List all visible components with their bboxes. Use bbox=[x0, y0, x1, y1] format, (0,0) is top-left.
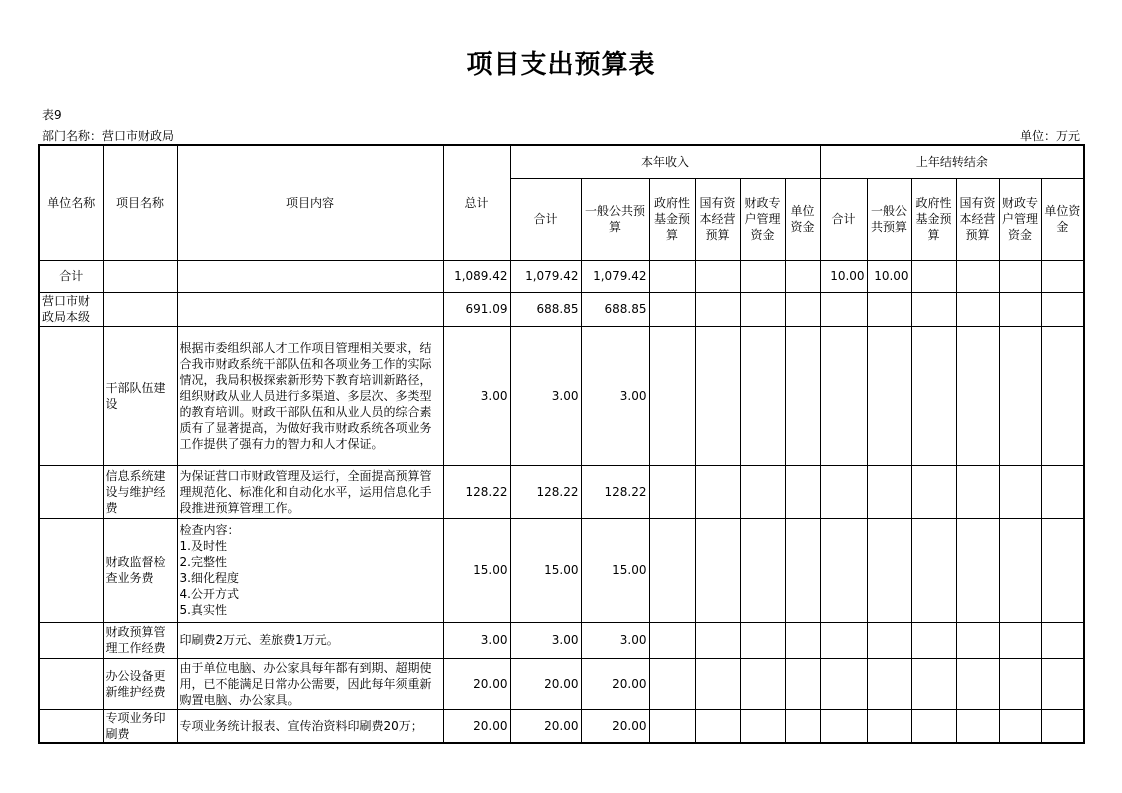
cell-project: 办公设备更新维护经费 bbox=[103, 658, 177, 709]
cell-pri-general bbox=[867, 658, 911, 709]
cell-cur-general: 15.00 bbox=[581, 518, 649, 622]
cell-cur-subtotal: 128.22 bbox=[510, 465, 581, 518]
cell-cur-subtotal: 3.00 bbox=[510, 622, 581, 658]
cell-pri-subtotal bbox=[820, 622, 867, 658]
cell-content: 印刷费2万元、差旅费1万元。 bbox=[177, 622, 443, 658]
cell-cur-general: 3.00 bbox=[581, 622, 649, 658]
cell-cur-subtotal: 20.00 bbox=[510, 658, 581, 709]
cell-total: 3.00 bbox=[443, 622, 510, 658]
header-pri-govfund: 政府性基金预算 bbox=[911, 178, 956, 260]
header-pri-stateop: 国有资本经营预算 bbox=[956, 178, 999, 260]
cell-project bbox=[103, 292, 177, 326]
cell-project: 专项业务印刷费 bbox=[103, 709, 177, 743]
table-row bbox=[39, 326, 1084, 465]
header-cur-stateop: 国有资本经营预算 bbox=[695, 178, 740, 260]
cell-cur-subtotal: 688.85 bbox=[510, 292, 581, 326]
cell-cur-subtotal: 15.00 bbox=[510, 518, 581, 622]
cell-total: 3.00 bbox=[443, 326, 510, 465]
header-cur-govfund: 政府性基金预算 bbox=[649, 178, 695, 260]
cell-total: 20.00 bbox=[443, 658, 510, 709]
header-cur-general: 一般公共预算 bbox=[581, 178, 649, 260]
cell-total: 691.09 bbox=[443, 292, 510, 326]
cell-content: 由于单位电脑、办公家具每年都有到期、超期使用，已不能满足日常办公需要，因此每年须重新购置电脑、办公家具。 bbox=[177, 658, 443, 709]
cell-total: 15.00 bbox=[443, 518, 510, 622]
cell-pri-general bbox=[867, 709, 911, 743]
cell-project bbox=[103, 260, 177, 292]
cell-content: 根据市委组织部人才工作项目管理相关要求，结合我市财政系统干部队伍和各项业务工作的实际情况，我局积极探索新形势下教育培训新路径，组织财政从业人员进行多渠道、多层次、多类型的教育培训。财政干部队伍和从业人员的综合素质有了显著提高，为做好我市财政系统各项业务工作提供了强有力的智力和人才保证。 bbox=[177, 326, 443, 465]
cell-total: 1,089.42 bbox=[443, 260, 510, 292]
table-row bbox=[39, 622, 1084, 658]
cell-unit bbox=[39, 465, 103, 518]
cell-pri-subtotal bbox=[820, 709, 867, 743]
header-unit-name: 单位名称 bbox=[39, 145, 103, 260]
header-prior-balance: 上年结转结余 bbox=[820, 145, 1084, 178]
cell-project: 财政预算管理工作经费 bbox=[103, 622, 177, 658]
cell-pri-general bbox=[867, 622, 911, 658]
cell-total: 20.00 bbox=[443, 709, 510, 743]
cell-content bbox=[177, 260, 443, 292]
table-row bbox=[39, 465, 1084, 518]
cell-cur-general: 3.00 bbox=[581, 326, 649, 465]
cell-cur-general: 20.00 bbox=[581, 658, 649, 709]
cell-unit bbox=[39, 658, 103, 709]
table-row bbox=[39, 658, 1084, 709]
cell-pri-general: 10.00 bbox=[867, 260, 911, 292]
cell-cur-subtotal: 3.00 bbox=[510, 326, 581, 465]
cell-unit bbox=[39, 518, 103, 622]
department-name: 部门名称：营口市财政局 bbox=[42, 129, 175, 143]
header-project-name: 项目名称 bbox=[103, 145, 177, 260]
cell-cur-subtotal: 1,079.42 bbox=[510, 260, 581, 292]
table-row bbox=[39, 292, 1084, 326]
table-row bbox=[39, 518, 1084, 622]
cell-unit bbox=[39, 326, 103, 465]
cell-content: 检查内容： 1.及时性 2.完整性 3.细化程度 4.公开方式 5.真实性 bbox=[177, 518, 443, 622]
cell-pri-general bbox=[867, 292, 911, 326]
page-title: 项目支出预算表 bbox=[466, 50, 656, 80]
cell-content: 专项业务统计报表、宣传治资料印刷费20万； bbox=[177, 709, 443, 743]
cell-total: 128.22 bbox=[443, 465, 510, 518]
cell-cur-subtotal: 20.00 bbox=[510, 709, 581, 743]
header-pri-special: 财政专户管理资金 bbox=[999, 178, 1041, 260]
header-project-content: 项目内容 bbox=[177, 145, 443, 260]
cell-project: 信息系统建设与维护经费 bbox=[103, 465, 177, 518]
header-pri-general: 一般公共预算 bbox=[867, 178, 911, 260]
header-pri-subtotal: 合计 bbox=[820, 178, 867, 260]
header-cur-unit: 单位资金 bbox=[785, 178, 820, 260]
table-number: 表9 bbox=[42, 108, 62, 122]
budget-table bbox=[38, 144, 1085, 744]
cell-pri-general bbox=[867, 518, 911, 622]
cell-pri-subtotal bbox=[820, 326, 867, 465]
cell-cur-general: 688.85 bbox=[581, 292, 649, 326]
cell-content: 为保证营口市财政管理及运行，全面提高预算管理规范化、标准化和自动化水平，运用信息化手段推进预算管理工作。 bbox=[177, 465, 443, 518]
cell-project: 财政监督检查业务费 bbox=[103, 518, 177, 622]
cell-pri-subtotal bbox=[820, 292, 867, 326]
header-cur-subtotal: 合计 bbox=[510, 178, 581, 260]
header-pri-unit: 单位资金 bbox=[1041, 178, 1084, 260]
table-row bbox=[39, 709, 1084, 743]
table-row bbox=[39, 260, 1084, 292]
cell-cur-general: 1,079.42 bbox=[581, 260, 649, 292]
cell-pri-subtotal: 10.00 bbox=[820, 260, 867, 292]
cell-pri-subtotal bbox=[820, 518, 867, 622]
cell-unit bbox=[39, 622, 103, 658]
cell-project: 干部队伍建设 bbox=[103, 326, 177, 465]
cell-pri-subtotal bbox=[820, 658, 867, 709]
cell-content bbox=[177, 292, 443, 326]
cell-unit bbox=[39, 709, 103, 743]
cell-cur-general: 20.00 bbox=[581, 709, 649, 743]
header-total: 总计 bbox=[443, 145, 510, 260]
cell-cur-general: 128.22 bbox=[581, 465, 649, 518]
cell-pri-general bbox=[867, 465, 911, 518]
cell-unit: 营口市财政局本级 bbox=[39, 292, 103, 326]
header-current-income: 本年收入 bbox=[510, 145, 820, 178]
cell-pri-general bbox=[867, 326, 911, 465]
header-cur-special: 财政专户管理资金 bbox=[740, 178, 785, 260]
cell-unit: 合计 bbox=[39, 260, 103, 292]
unit-label: 单位：万元 bbox=[1019, 129, 1080, 143]
cell-pri-subtotal bbox=[820, 465, 867, 518]
